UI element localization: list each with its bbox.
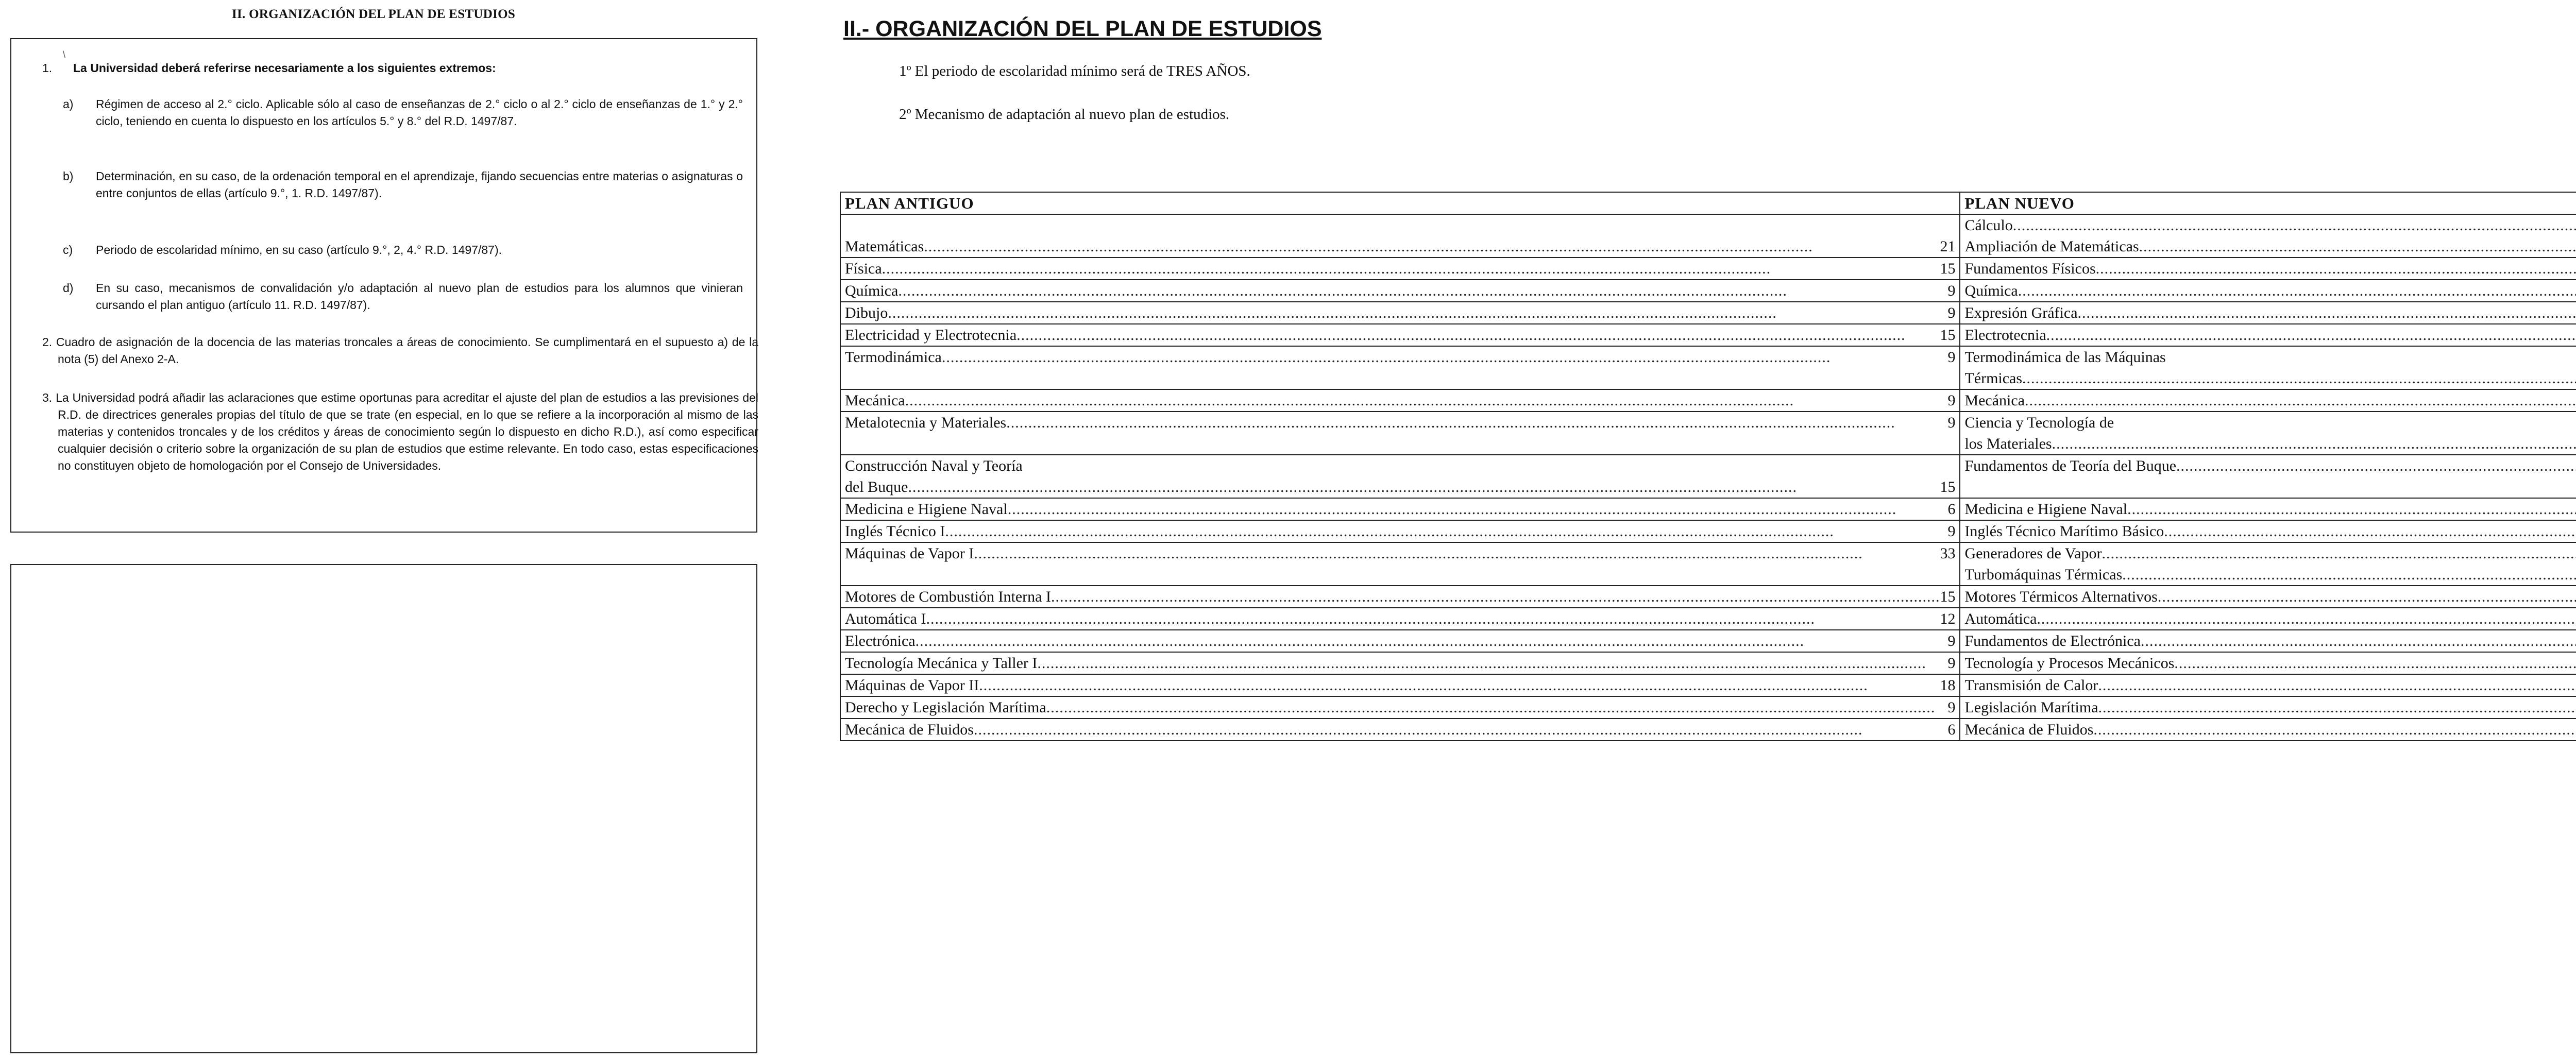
new-plan-cell	[1960, 389, 2576, 412]
subject-name: Máquinas de Vapor I	[845, 545, 974, 562]
empty-box	[10, 564, 757, 1053]
subject-name: Electrotecnia	[1964, 327, 2046, 344]
subject-entry	[845, 324, 1955, 346]
dot-leader	[2093, 719, 2576, 740]
subject-name: Turbomáquinas Térmicas	[1964, 566, 2123, 583]
dot-leader	[1006, 412, 1947, 433]
dot-leader	[905, 390, 1948, 411]
subject-name: Motores de Combustión Interna I	[845, 588, 1051, 605]
subject-credits: 15	[1940, 478, 1956, 495]
subject-name: Medicina e Higiene Naval	[845, 501, 1008, 518]
subject-entry	[1964, 302, 2576, 323]
old-plan-cell	[840, 608, 1960, 630]
subject-entry	[1964, 653, 2576, 674]
subject-entry	[1964, 258, 2576, 279]
statement-adaptation: 2º Mecanismo de adaptación al nuevo plan de estudios.	[899, 106, 1230, 123]
subject-name: Inglés Técnico Marítimo Básico	[1964, 523, 2164, 540]
subject-credits: 9	[1947, 304, 1956, 321]
table-row	[840, 696, 2576, 719]
new-plan-cell	[1960, 586, 2576, 608]
subitem-letter: a)	[63, 97, 74, 111]
subject-name: Fundamentos Físicos	[1964, 260, 2096, 277]
old-plan-cell	[840, 302, 1960, 324]
old-plan-cell	[840, 520, 1960, 542]
dot-leader	[924, 236, 1940, 257]
old-plan-cell	[840, 258, 1960, 280]
subitem-a	[63, 96, 743, 130]
header-new-plan: PLAN NUEVO	[1960, 192, 2576, 214]
subject-entry	[1964, 368, 2576, 389]
dot-leader	[2164, 521, 2576, 542]
subitem-text: Periodo de escolaridad mínimo, en su caso (artículo 9.°, 2, 4.° R.D. 1497/87).	[96, 243, 502, 257]
dot-leader	[888, 302, 1947, 323]
new-plan-cell	[1960, 258, 2576, 280]
subject-credits: 9	[1947, 699, 1956, 716]
table-row	[840, 346, 2576, 389]
subitem-b	[63, 168, 743, 202]
header-old-plan: PLAN ANTIGUO	[840, 192, 1960, 214]
dot-leader	[945, 521, 1947, 542]
dot-leader	[2098, 675, 2576, 696]
dot-leader	[1051, 586, 1940, 607]
old-plan-cell	[840, 674, 1960, 696]
subject-name: Química	[1964, 282, 2018, 299]
subject-entry	[1964, 675, 2576, 696]
subject-name: Matemáticas	[845, 238, 924, 255]
dot-leader	[2052, 433, 2576, 454]
old-plan-cell	[840, 389, 1960, 412]
table-row	[840, 389, 2576, 412]
new-plan-cell	[1960, 498, 2576, 520]
old-plan-cell	[840, 324, 1960, 346]
subject-entry	[845, 543, 1955, 564]
old-plan-cell	[840, 696, 1960, 719]
dot-leader	[2078, 302, 2576, 323]
table-row	[840, 412, 2576, 455]
subject-entry	[845, 236, 1955, 257]
subject-credits: 9	[1947, 632, 1956, 649]
new-plan-cell	[1960, 652, 2576, 674]
subject-credits: 15	[1940, 588, 1956, 605]
subject-entry	[1964, 236, 2576, 257]
subject-name: Generadores de Vapor	[1964, 545, 2102, 562]
old-plan-cell	[840, 412, 1960, 455]
dot-leader	[974, 719, 1948, 740]
subject-credits: 6	[1947, 501, 1956, 518]
subject-name-line: Ciencia y Tecnología de	[1964, 414, 2114, 431]
table-row	[840, 214, 2576, 258]
new-plan-cell	[1960, 346, 2576, 389]
new-plan-cell	[1960, 324, 2576, 346]
dot-leader	[882, 258, 1940, 279]
subject-name: Derecho y Legislación Marítima	[845, 699, 1046, 716]
subject-entry	[845, 586, 1955, 607]
right-page-title: II.- ORGANIZACIÓN DEL PLAN DE ESTUDIOS	[843, 16, 1322, 41]
dot-leader	[1008, 499, 1948, 520]
dot-leader	[2158, 586, 2576, 607]
old-plan-cell	[840, 652, 1960, 674]
subject-credits: 33	[1940, 545, 1956, 562]
subject-entry	[1964, 215, 2576, 236]
subject-name: Térmicas	[1964, 370, 2023, 387]
subject-name-line: Termodinámica de las Máquinas	[1964, 349, 2166, 366]
subject-entry	[845, 347, 1955, 368]
left-page-title: II. ORGANIZACIÓN DEL PLAN DE ESTUDIOS	[232, 7, 516, 21]
subject-name-line: Construcción Naval y Teoría	[845, 457, 1023, 474]
table-row	[840, 542, 2576, 586]
subitem-text: Régimen de acceso al 2.° ciclo. Aplicable sólo al caso de enseñanzas de 2.° ciclo o al 2.° ciclo de enseñanzas de 1.° y 2.° ciclo, teniendo en cuenta lo dispuesto en los artículos 5.° y 8.° del R.D. 1497/87.	[96, 97, 743, 128]
table-body	[840, 214, 2576, 741]
subitem-text: Determinación, en su caso, de la ordenación temporal en el aprendizaje, fijando secuencias entre materias o asignaturas o entre conjuntos de ellas (artículo 9.°, 1. R.D. 1497/87).	[96, 169, 743, 200]
table-row	[840, 280, 2576, 302]
old-plan-cell	[840, 280, 1960, 302]
table-row	[840, 302, 2576, 324]
subject-entry	[845, 390, 1955, 411]
new-plan-cell	[1960, 696, 2576, 719]
subject-entry	[1964, 543, 2576, 564]
item-1-intro: La Universidad deberá referirse necesariamente a los siguientes extremos:	[73, 61, 496, 75]
subject-entry	[845, 630, 1955, 652]
subject-name: del Buque	[845, 478, 908, 495]
dot-leader	[2139, 236, 2576, 257]
subject-name: Física	[845, 260, 882, 277]
dot-leader	[2018, 280, 2576, 301]
subject-entry	[1964, 719, 2576, 740]
subject-credits: 15	[1940, 327, 1956, 344]
subject-name: Máquinas de Vapor II	[845, 677, 979, 694]
subject-name: Legislación Marítima	[1964, 699, 2098, 716]
subject-name: Fundamentos de Teoría del Buque	[1964, 457, 2177, 474]
dot-leader	[2141, 630, 2576, 652]
dot-leader	[2025, 390, 2576, 411]
dot-leader	[2174, 653, 2576, 674]
dot-leader	[898, 280, 1947, 301]
subject-name: Inglés Técnico I	[845, 523, 945, 540]
subject-name: Cálculo	[1964, 217, 2013, 234]
new-plan-cell	[1960, 630, 2576, 652]
dot-leader	[2013, 215, 2576, 236]
subject-name: Termodinámica	[845, 349, 942, 366]
subitem-text: En su caso, mecanismos de convalidación y/o adaptación al nuevo plan de estudios para los alumnos que vinieran cursando el plan antiguo (artículo 11. R.D. 1497/87).	[96, 281, 743, 312]
subject-entry	[1964, 697, 2576, 718]
subject-entry	[845, 521, 1955, 542]
table-row	[840, 258, 2576, 280]
dot-leader	[1016, 324, 1940, 346]
subject-credits: 9	[1947, 655, 1956, 672]
new-plan-cell	[1960, 520, 2576, 542]
table-row	[840, 586, 2576, 608]
new-plan-cell	[1960, 455, 2576, 498]
dot-leader	[2122, 564, 2576, 585]
item-3: 3. La Universidad podrá añadir las aclaraciones que estime oportunas para acreditar el ajuste del plan de estudios a las previsiones del R.D. de directrices generales propias del título de que se trate (en especial, en lo que se refiere a la incorporación al mismo de las materias y contenidos troncales y de los créditos y áreas de conocimiento según lo dispuesto en dicho R.D.), así como especificar cualquier decisión o criterio sobre la organización de su plan de estudios que estime relevante. En todo caso, estas especificaciones no constituyen objeto de homologación por el Consejo de Universidades.	[42, 391, 758, 472]
subject-credits: 18	[1940, 677, 1956, 694]
subject-name: los Materiales	[1964, 435, 2052, 452]
dot-leader	[2176, 455, 2576, 476]
subject-name: Medicina e Higiene Naval	[1964, 501, 2128, 518]
dot-leader	[2102, 543, 2576, 564]
old-plan-cell	[840, 630, 1960, 652]
item-2: 2. Cuadro de asignación de la docencia de las materias troncales a áreas de conocimiento. Se cumplimentará en el supuesto a) de la nota (5) del Anexo 2-A.	[42, 335, 758, 366]
subject-credits: 9	[1947, 282, 1956, 299]
subject-name: Tecnología y Procesos Mecánicos	[1964, 655, 2175, 672]
dot-leader	[2022, 368, 2576, 389]
subject-entry	[1964, 608, 2576, 629]
new-plan-cell	[1960, 280, 2576, 302]
subject-entry	[1964, 324, 2576, 346]
subject-entry	[845, 499, 1955, 520]
subject-name: Fundamentos de Electrónica	[1964, 632, 2141, 649]
old-plan-cell	[840, 214, 1960, 258]
table-header-row	[840, 192, 2576, 214]
old-plan-cell	[840, 542, 1960, 586]
subject-credits: 9	[1947, 523, 1956, 540]
subitem-letter: c)	[63, 243, 73, 257]
subject-credits: 9	[1947, 414, 1956, 431]
new-plan-cell	[1960, 719, 2576, 741]
subject-credits: 9	[1947, 349, 1956, 366]
old-plan-cell	[840, 586, 1960, 608]
subitem-letter: d)	[63, 281, 74, 295]
dot-leader	[942, 347, 1948, 368]
subject-entry	[1964, 499, 2576, 520]
dot-leader	[908, 476, 1940, 498]
table-row	[840, 324, 2576, 346]
subject-entry	[845, 608, 1955, 629]
subject-name: Dibujo	[845, 304, 888, 321]
subject-name: Ampliación de Matemáticas	[1964, 238, 2139, 255]
subject-entry	[1964, 455, 2576, 476]
new-plan-cell	[1960, 302, 2576, 324]
dot-leader	[979, 675, 1940, 696]
subject-entry	[845, 653, 1955, 674]
dot-leader	[926, 608, 1940, 629]
dot-leader	[2046, 324, 2576, 346]
table-row	[840, 630, 2576, 652]
item-1-number: 1.	[42, 61, 53, 75]
table-row	[840, 719, 2576, 741]
subject-entry	[845, 476, 1955, 498]
subject-entry	[1964, 630, 2576, 652]
subject-name: Mecánica de Fluidos	[1964, 721, 2094, 738]
subject-entry	[1964, 521, 2576, 542]
subject-name: Automática	[1964, 610, 2037, 627]
subject-entry	[845, 302, 1955, 323]
subject-entry	[845, 280, 1955, 301]
dot-leader	[1037, 653, 1947, 674]
dot-leader	[2037, 608, 2576, 629]
new-plan-cell	[1960, 214, 2576, 258]
subject-entry	[1964, 586, 2576, 607]
old-plan-cell	[840, 498, 1960, 520]
subject-name: Electrónica	[845, 632, 916, 649]
subject-credits: 12	[1940, 610, 1956, 627]
subject-name: Motores Térmicos Alternativos	[1964, 588, 2158, 605]
subject-entry	[1964, 433, 2576, 454]
subject-entry	[845, 258, 1955, 279]
new-plan-cell	[1960, 542, 2576, 586]
new-plan-cell	[1960, 412, 2576, 455]
dot-leader	[974, 543, 1940, 564]
table-row	[840, 455, 2576, 498]
subject-name: Automática I	[845, 610, 926, 627]
subject-entry	[1964, 280, 2576, 301]
subject-name: Mecánica	[845, 392, 905, 409]
subject-name: Mecánica	[1964, 392, 2025, 409]
dot-leader	[916, 630, 1948, 652]
dot-leader	[2096, 258, 2576, 279]
subject-name: Tecnología Mecánica y Taller I	[845, 655, 1038, 672]
adaptation-table	[840, 192, 2576, 741]
table-row	[840, 520, 2576, 542]
subject-name: Química	[845, 282, 899, 299]
dot-leader	[2127, 499, 2576, 520]
subject-entry	[1964, 564, 2576, 585]
new-plan-cell	[1960, 674, 2576, 696]
dot-leader	[2098, 697, 2576, 718]
cell-spacer	[845, 215, 1955, 236]
new-plan-cell	[1960, 608, 2576, 630]
subject-credits: 9	[1947, 392, 1956, 409]
instructions-box	[10, 38, 757, 533]
subitem-letter: b)	[63, 169, 74, 183]
subject-credits: 21	[1940, 238, 1956, 255]
subject-entry	[1964, 390, 2576, 411]
subject-credits: 15	[1940, 260, 1956, 277]
subject-name: Transmisión de Calor	[1964, 677, 2098, 694]
dot-leader	[1046, 697, 1948, 718]
subject-credits: 6	[1947, 721, 1956, 738]
subject-entry	[845, 412, 1955, 433]
table-row	[840, 674, 2576, 696]
subitem-d	[63, 280, 743, 314]
table-row	[840, 498, 2576, 520]
subject-name: Metalotecnia y Materiales	[845, 414, 1007, 431]
stray-mark: \	[63, 49, 66, 60]
subject-name: Expresión Gráfica	[1964, 304, 2078, 321]
table-row	[840, 652, 2576, 674]
subject-entry	[845, 719, 1955, 740]
subject-entry	[845, 697, 1955, 718]
old-plan-cell	[840, 346, 1960, 389]
subject-name: Electricidad y Electrotecnia	[845, 327, 1017, 344]
old-plan-cell	[840, 719, 1960, 741]
old-plan-cell	[840, 455, 1960, 498]
subject-entry	[845, 675, 1955, 696]
subject-name: Mecánica de Fluidos	[845, 721, 974, 738]
statement-min-period: 1º El periodo de escolaridad mínimo será de TRES AÑOS.	[899, 63, 1250, 79]
table-row	[840, 608, 2576, 630]
subitem-c	[63, 242, 743, 259]
